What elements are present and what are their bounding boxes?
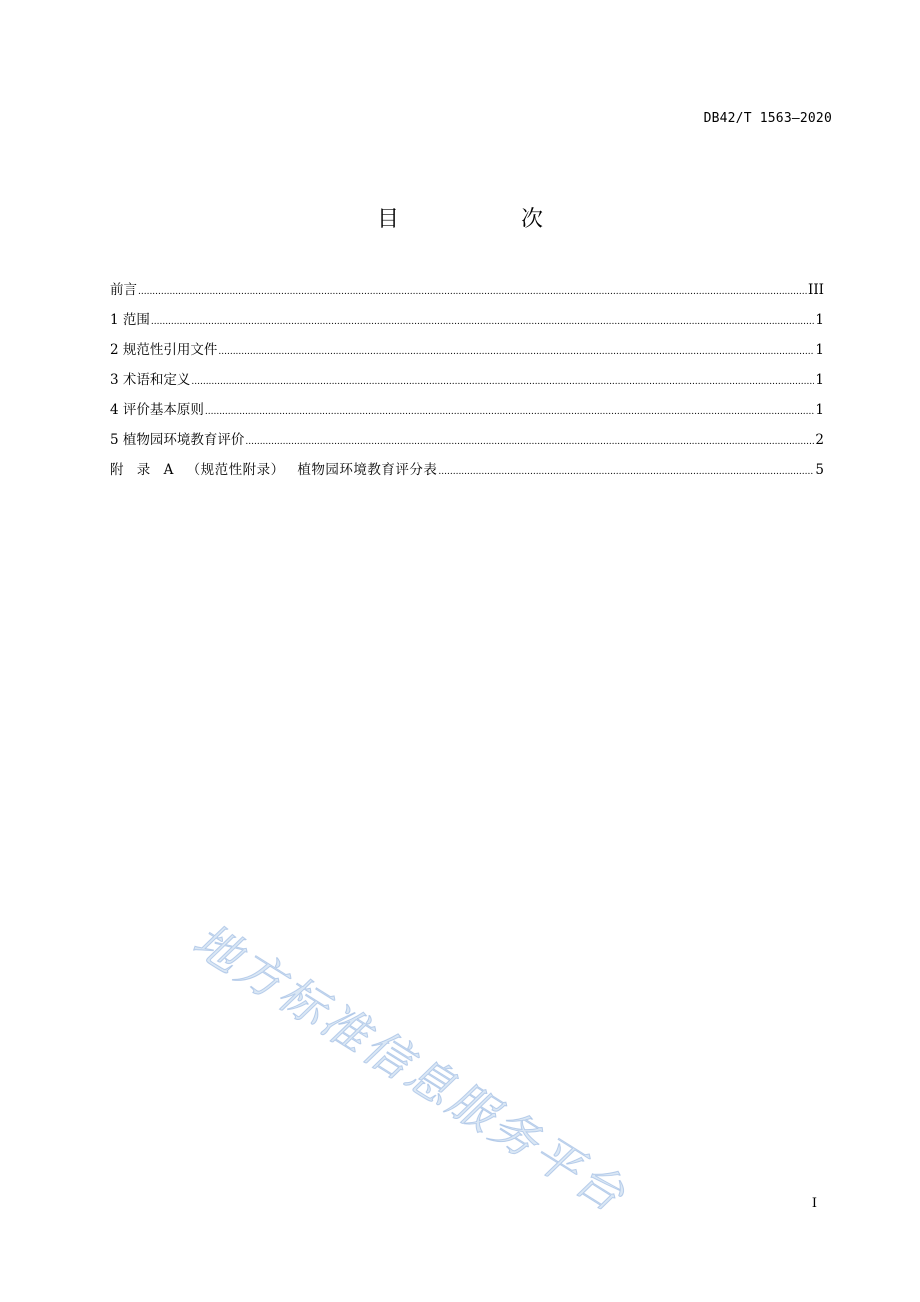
toc-entry-foreword[interactable] bbox=[110, 278, 824, 308]
toc-entry-terms-definitions[interactable] bbox=[110, 368, 824, 398]
toc-dot-leader bbox=[205, 407, 815, 417]
watermark: 地方标准信息服务平台 bbox=[184, 912, 637, 1224]
toc-entry-label: 3 术语和定义 bbox=[110, 372, 191, 388]
toc-entry-scope[interactable] bbox=[110, 308, 824, 338]
page-number: I bbox=[811, 1196, 817, 1211]
toc-entry-page: 2 bbox=[815, 432, 824, 448]
toc-entry-normative-references[interactable] bbox=[110, 338, 824, 368]
page-title: 目 次 bbox=[376, 207, 593, 232]
toc-entry-evaluation-principles[interactable] bbox=[110, 398, 824, 428]
toc-entry-page: 1 bbox=[815, 312, 824, 328]
toc-entry-label: 4 评价基本原则 bbox=[110, 402, 204, 418]
toc-entry-page: 1 bbox=[815, 342, 824, 358]
toc-dot-leader bbox=[245, 437, 814, 447]
table-of-contents bbox=[110, 278, 824, 488]
toc-entry-garden-evaluation[interactable] bbox=[110, 428, 824, 458]
toc-entry-label: 前言 bbox=[110, 282, 137, 298]
toc-entry-page: 1 bbox=[815, 372, 824, 388]
toc-dot-leader bbox=[138, 287, 807, 297]
toc-dot-leader bbox=[151, 317, 815, 327]
toc-entry-label: 附 录 A （规范性附录） 植物园环境教育评分表 bbox=[110, 462, 438, 478]
toc-entry-appendix-a[interactable] bbox=[110, 458, 824, 488]
toc-entry-label: 1 范围 bbox=[110, 312, 150, 328]
toc-entry-label: 5 植物园环境教育评价 bbox=[110, 432, 245, 448]
toc-dot-leader bbox=[218, 347, 814, 357]
toc-entry-label: 2 规范性引用文件 bbox=[110, 342, 218, 358]
document-code: DB42/T 1563—2020 bbox=[703, 111, 832, 126]
toc-dot-leader bbox=[191, 377, 814, 387]
toc-entry-page: III bbox=[808, 282, 824, 298]
toc-dot-leader bbox=[438, 467, 814, 477]
toc-entry-page: 5 bbox=[815, 462, 824, 478]
toc-entry-page: 1 bbox=[815, 402, 824, 418]
